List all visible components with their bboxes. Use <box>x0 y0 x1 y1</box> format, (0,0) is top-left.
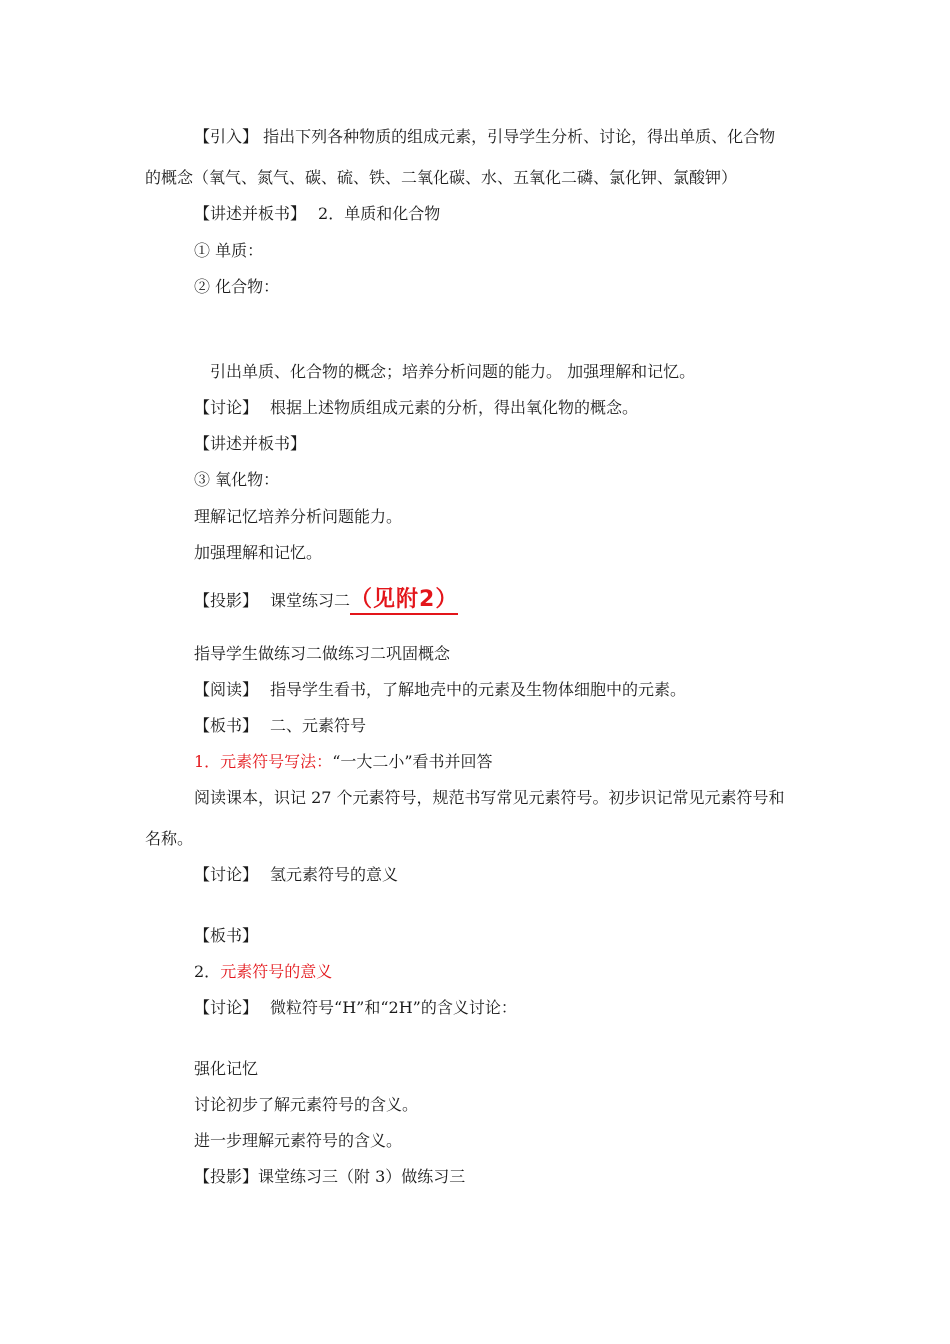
discussion-hydrogen-text: 氢元素符号的意义 <box>270 865 399 884</box>
names-line <box>145 828 193 850</box>
further-text: 进一步理解元素符号的含义。 <box>194 1131 403 1150</box>
board-text: 【板书】 <box>194 926 259 945</box>
projection-exercise-two-line <box>194 589 458 612</box>
board-tag: 【板书】 <box>194 716 259 735</box>
discussion-particle-line <box>194 997 517 1019</box>
further-line <box>194 1130 402 1152</box>
concept-list-line <box>145 167 737 189</box>
reading-textbook-text: 阅读课本，识记 27 个元素符号，规范书写常见元素符号。初步识记常见元素符号和 <box>194 788 785 807</box>
lecture-board-line <box>194 433 306 455</box>
discussion-hydrogen-tag: 【讨论】 <box>194 865 259 884</box>
element-substance-text: ① 单质： <box>194 241 264 260</box>
memory-line <box>194 542 322 564</box>
discussion-oxide-line <box>194 397 638 419</box>
intro-line <box>194 126 775 148</box>
appendix-two-ref: （见附2） <box>350 587 458 615</box>
reading-text: 指导学生看书，了解地壳中的元素及生物体细胞中的元素。 <box>270 680 687 699</box>
symbol-meaning-line <box>194 961 332 983</box>
reinforce-line <box>194 1058 258 1080</box>
understanding-line <box>194 506 402 528</box>
discussion-tag: 【讨论】 <box>194 398 259 417</box>
symbol-meaning-number: 2． <box>194 962 221 981</box>
understanding-text: 理解记忆培养分析问题能力。 <box>194 507 403 526</box>
discussion-oxide-text: 根据上述物质组成元素的分析，得出氧化物的概念。 <box>270 398 639 417</box>
discussion-hydrogen-line <box>194 864 398 886</box>
projection-exercise-three-text: 【投影】课堂练习三（附 3）做练习三 <box>194 1167 466 1186</box>
oxide-line <box>194 469 279 491</box>
compound-text: ② 化合物： <box>194 277 280 296</box>
preliminary-text: 讨论初步了解元素符号的含义。 <box>194 1095 419 1114</box>
projection-tag: 【投影】 <box>194 591 259 610</box>
discussion-particle-text: 微粒符号“H”和“2H”的含义讨论： <box>270 998 517 1017</box>
concept-intro-line <box>210 361 695 383</box>
reading-line <box>194 679 686 701</box>
guide-exercise-text: 指导学生做练习二做练习二巩固概念 <box>194 644 451 663</box>
projection-exercise-three-line <box>194 1166 465 1188</box>
names-text: 名称。 <box>145 829 194 848</box>
intro-text: 【引入】 指出下列各种物质的组成元素，引导学生分析、讨论，得出单质、化合物 <box>194 127 776 146</box>
symbol-writing-heading: 1．元素符号写法： <box>194 752 333 771</box>
oxide-text: ③ 氧化物： <box>194 470 280 489</box>
compound-line <box>194 276 279 298</box>
symbol-meaning-heading: 元素符号的意义 <box>220 962 333 981</box>
symbol-writing-line <box>194 751 493 773</box>
board-symbols-line <box>194 715 366 737</box>
reading-tag: 【阅读】 <box>194 680 259 699</box>
reinforce-text: 强化记忆 <box>194 1059 259 1078</box>
element-substance-line <box>194 240 263 262</box>
board-line <box>194 925 258 947</box>
lecture-tag: 【讲述并板书】 <box>194 204 307 223</box>
discussion-particle-tag: 【讨论】 <box>194 998 259 1017</box>
lecture-heading-line <box>194 203 440 225</box>
concept-intro-text: 引出单质、化合物的概念；培养分析问题的能力。 加强理解和记忆。 <box>210 362 696 381</box>
symbol-writing-text: “一大二小”看书并回答 <box>332 752 493 771</box>
lecture-board-text: 【讲述并板书】 <box>194 434 307 453</box>
guide-exercise-line <box>194 643 450 665</box>
preliminary-line <box>194 1094 418 1116</box>
board-symbols-text: 二、元素符号 <box>270 716 367 735</box>
reading-textbook-line <box>194 787 785 809</box>
lecture-topic: 2．单质和化合物 <box>318 204 441 223</box>
exercise-two-text: 课堂练习二 <box>270 591 351 610</box>
concept-list-text: 的概念（氧气、氮气、碳、硫、铁、二氧化碳、水、五氧化二磷、氯化钾、氯酸钾） <box>145 168 738 187</box>
memory-text: 加强理解和记忆。 <box>194 543 323 562</box>
